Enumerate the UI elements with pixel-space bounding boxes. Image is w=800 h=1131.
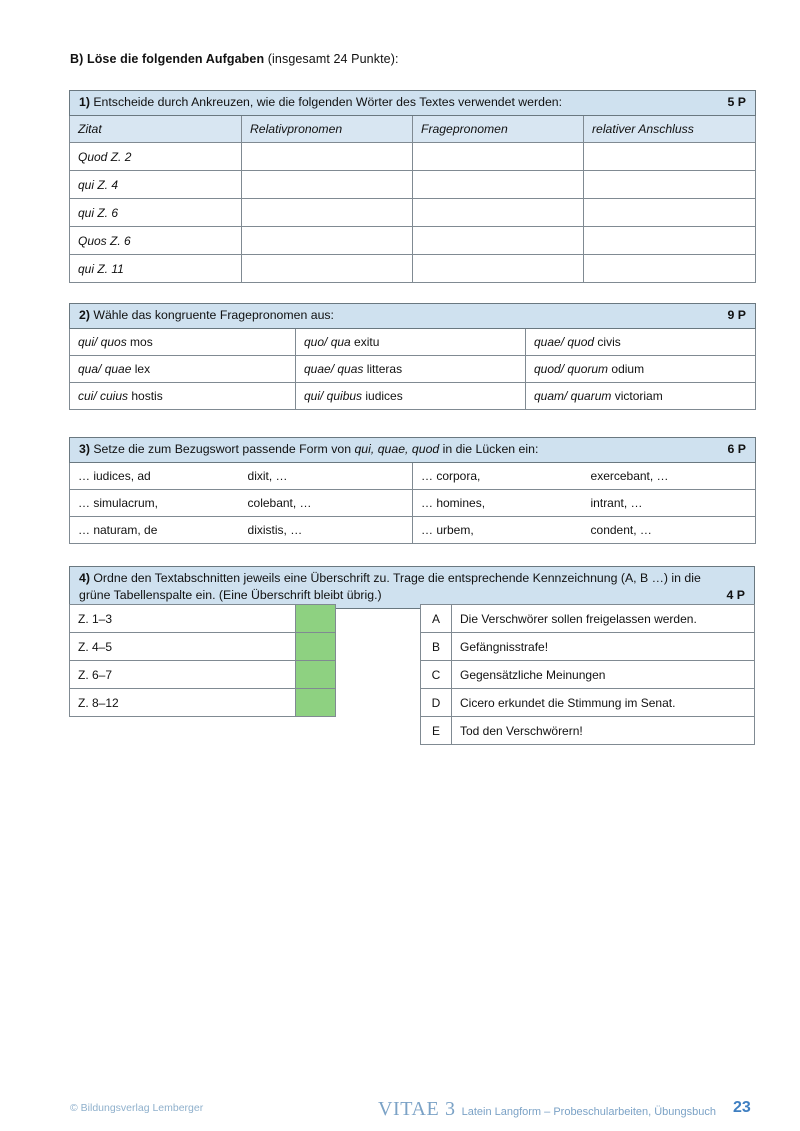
task-2-option-noun: odium (608, 362, 645, 376)
task-4-option-letter: B (421, 633, 452, 661)
table-row (70, 689, 336, 717)
task-2-title-bar (70, 304, 756, 329)
task-1-col-relativpronomen: Relativpronomen (242, 116, 413, 143)
task-4-option-letter: E (421, 717, 452, 745)
task-3-gap-before: … homines, (421, 496, 486, 510)
table-row (70, 227, 756, 255)
task-1-checkbox-fragepronomen[interactable] (413, 255, 584, 283)
task-2-option-noun: hostis (128, 389, 163, 403)
task-3-gap-after: exercebant, … (590, 469, 669, 483)
task-1-points: 5 P (727, 95, 747, 110)
table-row (421, 689, 755, 717)
task-1-checkbox-fragepronomen[interactable] (413, 199, 584, 227)
task-1-checkbox-relativpronomen[interactable] (242, 255, 413, 283)
task-4-answer-cell[interactable] (296, 689, 336, 717)
task-3-gap-cell[interactable] (70, 463, 413, 490)
task-2-number: 2) (79, 308, 90, 323)
task-3-gap-before: … naturam, de (78, 523, 158, 537)
table-row (421, 661, 755, 689)
task-2-option[interactable] (296, 329, 526, 356)
task-2-option-noun: civis (594, 335, 621, 349)
task-2-option-forms: quo/ qua (304, 335, 351, 349)
task-1-checkbox-fragepronomen[interactable] (413, 227, 584, 255)
task-3-gap-after: dixit, … (247, 469, 288, 483)
task-2-option-noun: victoriam (611, 389, 663, 403)
task-3-title-part2: in die Lücken ein: (439, 442, 539, 457)
task-3-gap-after: intrant, … (590, 496, 643, 510)
task-1-header-row (70, 91, 756, 116)
task-3-gap-before: … urbem, (421, 523, 474, 537)
task-3-gap-before: … corpora, (421, 469, 481, 483)
section-heading-bold: B) Löse die folgenden Aufgaben (70, 52, 265, 66)
task-3-gap-after: dixistis, … (247, 523, 303, 537)
task-3-title-bar (70, 438, 756, 463)
task-1-checkbox-relativpronomen[interactable] (242, 143, 413, 171)
task-1-column-headers (70, 116, 756, 143)
task-3-title-part1: Setze die zum Bezugswort passende Form von (89, 442, 355, 457)
task-1-title: Entscheide durch Ankreuzen, wie die folgenden Wörter des Textes verwendet werden: (89, 95, 563, 110)
task-1-table (69, 90, 756, 283)
task-2-header-row (70, 304, 756, 329)
table-row (70, 490, 756, 517)
task-2-option[interactable] (526, 356, 756, 383)
task-2-option-noun: lex (131, 362, 151, 376)
task-4-option-text: Die Verschwörer sollen freigelassen werden. (452, 605, 755, 633)
table-row (70, 383, 756, 410)
task-4-points: 4 P (726, 587, 745, 602)
task-3-number: 3) (79, 442, 90, 457)
table-row (70, 199, 756, 227)
task-3-title-italic: qui, quae, quod (354, 442, 440, 457)
task-1-checkbox-relativpronomen[interactable] (242, 199, 413, 227)
task-4-option-text: Tod den Verschwörern! (452, 717, 755, 745)
task-1-citation: Quos Z. 6 (70, 227, 242, 255)
footer-brand-title: VITAE 3 (378, 1098, 456, 1120)
task-1-citation: qui Z. 11 (70, 255, 242, 283)
task-1-col-relativer-anschluss: relativer Anschluss (584, 116, 756, 143)
page-number: 23 (733, 1099, 751, 1116)
task-3-gap-before: … iudices, ad (78, 469, 151, 483)
task-4-title-line1: Ordne den Textabschnitten jeweils eine Überschrift zu. Trage die entsprechende Kennzeichnung (A, B …) in die (89, 571, 701, 585)
table-row (70, 463, 756, 490)
task-1-checkbox-anschluss[interactable] (584, 227, 756, 255)
task-1-checkbox-anschluss[interactable] (584, 143, 756, 171)
task-4-line-range: Z. 6–7 (70, 661, 296, 689)
table-row (421, 633, 755, 661)
task-2-option[interactable] (526, 329, 756, 356)
task-3-gap-cell[interactable] (413, 490, 756, 517)
task-1-checkbox-anschluss[interactable] (584, 171, 756, 199)
task-4-answer-cell[interactable] (296, 605, 336, 633)
task-4-line-range: Z. 4–5 (70, 633, 296, 661)
table-row (70, 633, 336, 661)
task-2-option-noun: iudices (362, 389, 403, 403)
task-1-checkbox-relativpronomen[interactable] (242, 227, 413, 255)
task-1-title-bar (70, 91, 756, 116)
task-4-option-text: Cicero erkundet die Stimmung im Senat. (452, 689, 755, 717)
task-2-title: Wähle das kongruente Fragepronomen aus: (89, 308, 334, 323)
task-2-option-noun: mos (126, 335, 153, 349)
task-3-gap-cell[interactable] (413, 463, 756, 490)
section-heading-normal: (insgesamt 24 Punkte): (264, 52, 399, 66)
task-1-checkbox-fragepronomen[interactable] (413, 171, 584, 199)
task-1-citation: qui Z. 4 (70, 171, 242, 199)
task-3-gap-cell[interactable] (413, 517, 756, 544)
table-row (70, 171, 756, 199)
task-1-citation: Quod Z. 2 (70, 143, 242, 171)
task-3-gap-cell[interactable] (70, 490, 413, 517)
footer-branding (378, 1098, 716, 1121)
table-row (421, 717, 755, 745)
task-2-option-forms: qui/ quos (78, 335, 127, 349)
task-4-answer-cell[interactable] (296, 633, 336, 661)
task-3-gap-before: … simulacrum, (78, 496, 159, 510)
task-2-option-noun: litteras (363, 362, 403, 376)
task-3-gap-cell[interactable] (70, 517, 413, 544)
table-row (70, 661, 336, 689)
task-2-option-forms: quod/ quorum (534, 362, 609, 376)
section-heading (70, 52, 399, 66)
task-4-answer-cell[interactable] (296, 661, 336, 689)
task-4-line-range: Z. 1–3 (70, 605, 296, 633)
task-3-gap-after: colebant, … (247, 496, 312, 510)
task-2-option[interactable] (526, 383, 756, 410)
task-4-option-letter: D (421, 689, 452, 717)
task-1-checkbox-anschluss[interactable] (584, 255, 756, 283)
table-row (421, 605, 755, 633)
task-1-checkbox-fragepronomen[interactable] (413, 143, 584, 171)
task-2-option-forms: quae/ quas (304, 362, 364, 376)
task-2-option-forms: quae/ quod (534, 335, 595, 349)
task-2-option-forms: qua/ quae (78, 362, 132, 376)
task-2-option-noun: exitu (350, 335, 380, 349)
task-2-option[interactable] (296, 356, 526, 383)
task-4-option-text: Gefängnisstrafe! (452, 633, 755, 661)
task-2-option-forms: quam/ quarum (534, 389, 612, 403)
task-1-checkbox-relativpronomen[interactable] (242, 171, 413, 199)
task-2-option[interactable] (70, 329, 296, 356)
task-1-col-zitat: Zitat (70, 116, 242, 143)
footer-copyright: © Bildungsverlag Lemberger (70, 1102, 204, 1114)
task-3-header-row (70, 438, 756, 463)
task-2-option[interactable] (70, 383, 296, 410)
task-3-gap-after: condent, … (590, 523, 652, 537)
table-row (70, 517, 756, 544)
table-row (70, 255, 756, 283)
task-2-option[interactable] (296, 383, 526, 410)
task-4-number: 4) (79, 571, 90, 585)
task-4-line-range: Z. 8–12 (70, 689, 296, 717)
task-4-option-letter: A (421, 605, 452, 633)
task-3-table (69, 437, 756, 544)
task-2-points: 9 P (727, 308, 747, 323)
task-2-option-forms: qui/ quibus (304, 389, 363, 403)
task-4-title-line2: grüne Tabellenspalte ein. (Eine Überschrift bleibt übrig.) (79, 587, 382, 602)
task-4-option-text: Gegensätzliche Meinungen (452, 661, 755, 689)
task-4-option-letter: C (421, 661, 452, 689)
table-row (70, 143, 756, 171)
task-4-table (69, 566, 755, 609)
task-1-checkbox-anschluss[interactable] (584, 199, 756, 227)
task-1-number: 1) (79, 95, 90, 110)
task-1-col-fragepronomen: Fragepronomen (413, 116, 584, 143)
task-2-option-forms: cui/ cuius (78, 389, 129, 403)
task-4-left-table (69, 604, 336, 717)
task-4-right-table (420, 604, 755, 745)
table-row (70, 329, 756, 356)
task-4-header-row (70, 567, 755, 609)
page-footer (0, 1098, 800, 1124)
task-2-table (69, 303, 756, 410)
task-2-option[interactable] (70, 356, 296, 383)
task-4-title-bar (70, 567, 755, 609)
table-row (70, 356, 756, 383)
table-row (70, 605, 336, 633)
task-3-points: 6 P (727, 442, 747, 457)
footer-subtitle: Latein Langform – Probeschularbeiten, Übungsbuch (461, 1106, 716, 1118)
task-1-citation: qui Z. 6 (70, 199, 242, 227)
